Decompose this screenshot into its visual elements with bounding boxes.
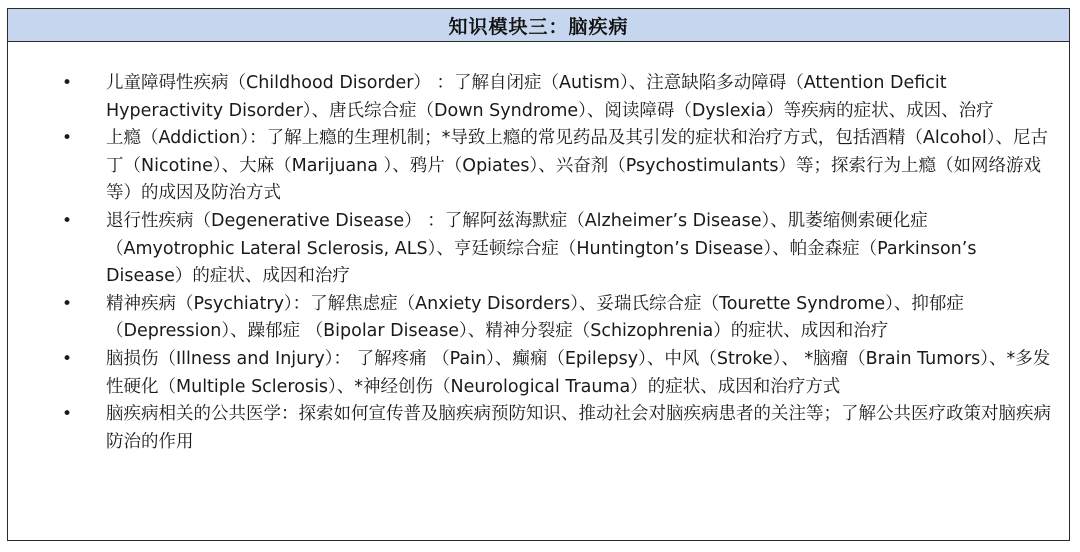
topic-item-degenerative-disease — [8, 208, 1055, 291]
topic-text: 精神疾病（Psychiatry）：了解焦虑症（Anxiety Disorders）、妥瑞氏综合症（Tourette Syndrome）、抑郁症（Depression）、躁郁症 （Bipolar Disease）、精神分裂症（Schizophrenia）的症状、成因和治疗 — [106, 293, 964, 342]
module-box — [7, 8, 1070, 541]
topic-text: 脑疾病相关的公共医学：探索如何宣传普及脑疾病预防知识、推动社会对脑疾病患者的关注等；了解公共医疗政策对脑疾病防治的作用 — [106, 404, 1051, 452]
bullet-icon: • — [61, 293, 73, 314]
topic-text: 退行性疾病（Degenerative Disease） ：了解阿兹海默症（Alzheimer’s Disease）、肌萎缩侧索硬化症（Amyotrophic Lateral Sclerosis, ALS）、亨廷顿综合症（Huntington’s Disease）、帕金森症（Parkinson’s Disease）的症状、成因和治疗 — [106, 210, 977, 287]
topic-item-addiction — [8, 125, 1055, 208]
topic-item-childhood-disorder — [8, 70, 1055, 125]
module-content — [8, 42, 1069, 456]
bullet-icon: • — [61, 404, 73, 425]
bullet-icon: • — [61, 210, 73, 231]
module-header — [8, 9, 1069, 42]
topic-item-public-medicine — [8, 401, 1055, 456]
topic-text: 儿童障碍性疾病（Childhood Disorder） ：了解自闭症（Autism）、注意缺陷多动障碍（Attention Deficit Hyperactivity Disorder）、唐氏综合症（Down Syndrome）、阅读障碍（Dyslexia）等疾病的症状、成因、治疗 — [106, 73, 994, 121]
topic-text: 上瘾（Addiction）：了解上瘾的生理机制；*导致上瘾的常见药品及其引发的症状和治疗方式，包括酒精（Alcohol）、尼古丁（Nicotine）、大麻（Marijuana ）、鸦片（Opiates）、兴奋剂（Psychostimulants）等；探索行为上瘾（如网络游戏等）的成因及防治方式 — [106, 128, 1048, 204]
topic-item-psychiatry — [8, 291, 1055, 346]
module-title: 知识模块三：脑疾病 — [448, 15, 629, 38]
bullet-icon: • — [61, 348, 73, 369]
bullet-icon: • — [61, 128, 73, 149]
topic-text: 脑损伤（Illness and Injury）： 了解疼痛 （Pain）、癫痫（Epilepsy）、中风（Stroke）、 *脑瘤（Brain Tumors）、*多发性硬化（Multiple Sclerosis）、*神经创伤（Neurological Trauma）的症状、成因和治疗方式 — [106, 348, 1051, 397]
topic-item-illness-injury — [8, 346, 1055, 401]
bullet-icon: • — [61, 73, 73, 93]
topic-list — [8, 70, 1055, 456]
